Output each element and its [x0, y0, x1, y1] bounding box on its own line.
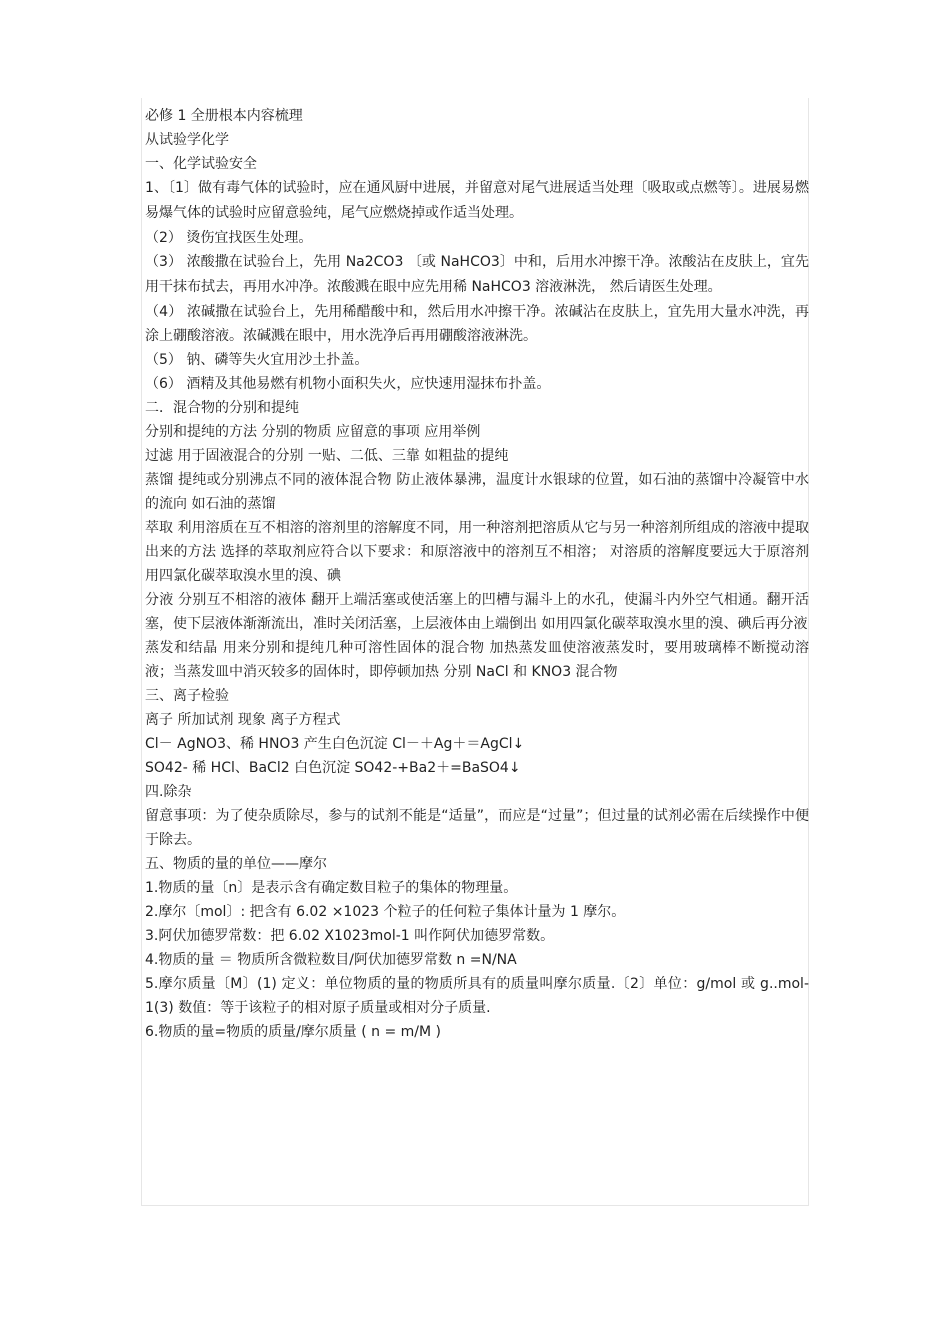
paragraph: （5） 钠、磷等失火宜用沙土扑盖。	[145, 352, 369, 368]
paragraph: （3） 浓酸撒在试验台上，先用 Na2CO3 〔或 NaHCO3〕中和，后用水冲擦干净。浓酸沾在皮肤上，宜先用干抹布拭去，再用水冲净。浓酸溅在眼中应先用稀 NaHCO3 溶液淋洗， 然后请医生处理。	[145, 254, 809, 295]
table-header: 离子 所加试剂 现象 离子方程式	[145, 712, 341, 728]
doc-title: 必修 1 全册根本内容梳理	[145, 108, 303, 124]
paragraph: （4） 浓碱撒在试验台上，先用稀醋酸中和，然后用水冲擦干净。浓碱沾在皮肤上，宜先用大量水冲洗，再涂上硼酸溶液。浓碱溅在眼中，用水洗净后再用硼酸溶液淋洗。	[145, 304, 809, 344]
paragraph: 6.物质的量=物质的质量/摩尔质量 ( n = m/M )	[145, 1024, 442, 1040]
table-row: Cl－ AgNO3、稀 HNO3 产生白色沉淀 Cl－＋Ag＋＝AgCl↓	[145, 736, 525, 752]
section-5-heading: 五、物质的量的单位——摩尔	[145, 856, 327, 872]
table-row: 分液 分别互不相溶的液体 翻开上端活塞或使活塞上的凹槽与漏斗上的水孔，使漏斗内外空气相通。翻开活塞，使下层液体渐渐流出，准时关闭活塞，上层液体由上端倒出 如用四氯化碳萃取溴水里的溴、碘后再分液	[145, 592, 809, 632]
paragraph: 3.阿伏加德罗常数：把 6.02 X1023mol-1 叫作阿伏加德罗常数。	[145, 928, 555, 944]
table-row: 过滤 用于固液混合的分别 一贴、二低、三靠 如粗盐的提纯	[145, 448, 509, 464]
table-row: 蒸馏 提纯或分别沸点不同的液体混合物 防止液体暴沸，温度计水银球的位置，如石油的蒸馏中冷凝管中水的流向 如石油的蒸馏	[145, 472, 809, 512]
table-row: 蒸发和结晶 用来分别和提纯几种可溶性固体的混合物 加热蒸发皿使溶液蒸发时，要用玻璃棒不断搅动溶液；当蒸发皿中消灭较多的固体时，即停顿加热 分别 NaCl 和 KNO3 混合物	[145, 640, 809, 680]
paragraph: 留意事项：为了使杂质除尽，参与的试剂不能是“适量”，而应是“过量”；但过量的试剂必需在后续操作中便于除去。	[145, 808, 809, 848]
table-row: 萃取 利用溶质在互不相溶的溶剂里的溶解度不同，用一种溶剂把溶质从它与另一种溶剂所组成的溶液中提取出来的方法 选择的萃取剂应符合以下要求：和原溶液中的溶剂互不相溶； 对溶质的溶解度要远大于原溶剂 用四氯化碳萃取溴水里的溴、碘	[145, 520, 809, 584]
paragraph: 1、〔1〕做有毒气体的试验时，应在通风厨中进展，并留意对尾气进展适当处理〔吸取或点燃等〕。进展易燃易爆气体的试验时应留意验纯，尾气应燃烧掉或作适当处理。	[145, 180, 809, 221]
table-row: SO42- 稀 HCl、BaCl2 白色沉淀 SO42-+Ba2＋=BaSO4↓	[145, 760, 521, 776]
section-4-heading: 四.除杂	[145, 784, 192, 800]
paragraph: （6） 酒精及其他易燃有机物小面积失火，应快速用湿抹布扑盖。	[145, 376, 551, 392]
section-3-heading: 三、离子检验	[145, 688, 229, 704]
document-body	[145, 104, 809, 1044]
paragraph: 5.摩尔质量〔M〕(1) 定义：单位物质的量的物质所具有的质量叫摩尔质量.〔2〕单位：g/mol 或 g..mol-1(3) 数值：等于该粒子的相对原子质量或相对分子质量.	[145, 976, 809, 1016]
paragraph: 2.摩尔〔mol〕: 把含有 6.02 ×1023 个粒子的任何粒子集体计量为 1 摩尔。	[145, 904, 626, 920]
paragraph: 1.物质的量〔n〕是表示含有确定数目粒子的集体的物理量。	[145, 880, 518, 896]
paragraph: （2） 烫伤宜找医生处理。	[145, 230, 313, 246]
table-header: 分别和提纯的方法 分别的物质 应留意的事项 应用举例	[145, 424, 481, 440]
paragraph: 4.物质的量 ＝ 物质所含微粒数目/阿伏加德罗常数 n =N/NA	[145, 952, 517, 968]
section-2-heading: 二．混合物的分别和提纯	[145, 400, 299, 416]
doc-subtitle: 从试验学化学	[145, 132, 229, 148]
section-1-heading: 一、化学试验安全	[145, 156, 257, 172]
